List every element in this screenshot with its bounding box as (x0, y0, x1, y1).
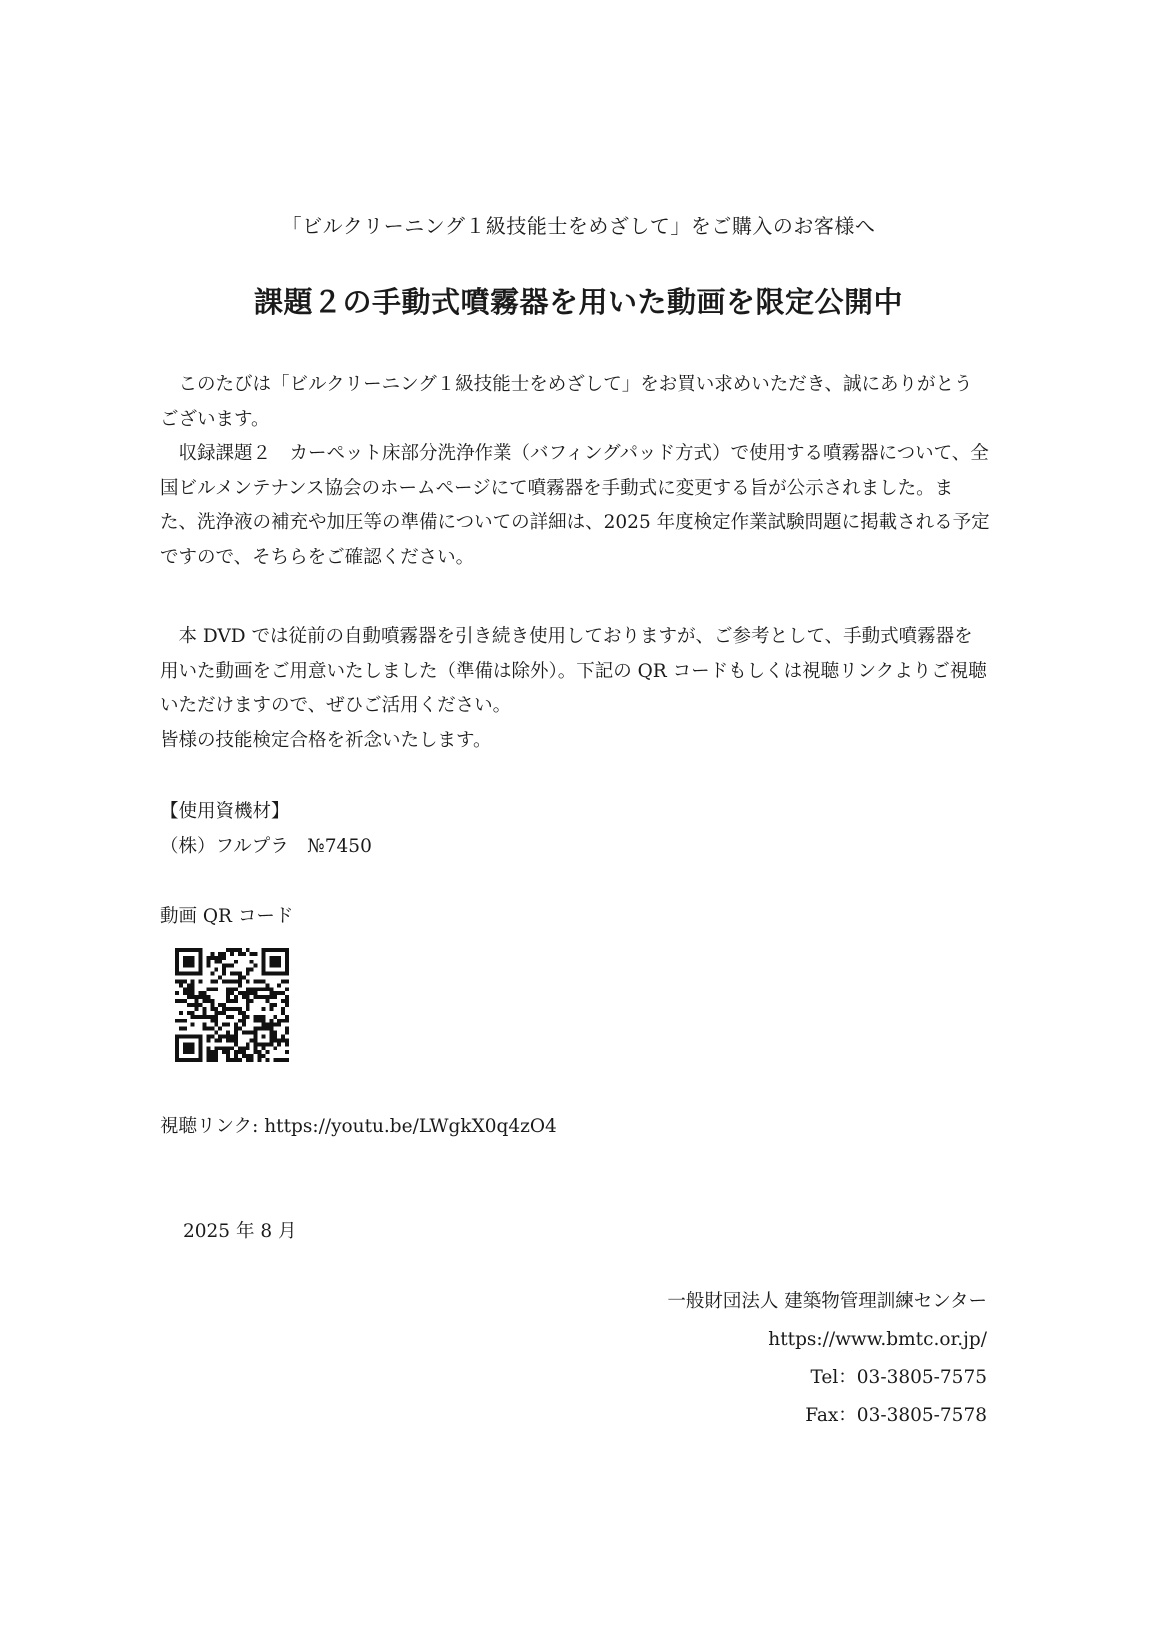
paragraph-line: 収録課題２ カーペット床部分洗浄作業（バフィングパッド方式）で使用する噴霧器について、全国ビルメンテナンス協会のホームページにて噴霧器を手動式に変更する旨が公示されました。また、洗浄液の補充や加圧等の準備についての詳細は、2025 年度検定作業試験問題に掲載される予定ですので、そちらをご確認ください。 (160, 443, 990, 568)
headline: 課題２の手動式噴霧器を用いた動画を限定公開中 (253, 285, 903, 319)
paragraph-line: 皆様の技能検定合格を祈念いたします。 (160, 729, 492, 751)
organization-block (667, 1283, 987, 1435)
paragraph-line: このたびは「ビルクリーニング１級技能士をめざして」をお買い求めいただき、誠にありがとうございます。 (160, 374, 973, 430)
viewing-link[interactable]: 視聴リンク: https://youtu.be/LWgkX0q4zO4 (160, 1116, 557, 1137)
qr-label: 動画 QR コード (160, 906, 294, 927)
qr-code-icon[interactable] (175, 948, 289, 1062)
paragraph-thanks (160, 368, 990, 575)
materials-title: 【使用資機材】 (160, 801, 290, 822)
materials-item: （株）フルプラ №7450 (160, 836, 372, 857)
organization-fax: Fax：03-3805-7578 (805, 1405, 987, 1426)
organization-tel: Tel：03-3805-7575 (810, 1367, 987, 1388)
date: 2025 年 8 月 (183, 1221, 297, 1242)
paragraph-line: 本 DVD では従前の自動噴霧器を引き続き使用しておりますが、ご参考として、手動式噴霧器を用いた動画をご用意いたしました（準備は除外）。下記の QR コードもしくは視聴リンクよりご視聴いただけますので、ぜひご活用ください。 (160, 626, 987, 716)
paragraph-video (160, 620, 990, 758)
organization-url[interactable]: https://www.bmtc.or.jp/ (768, 1329, 987, 1350)
organization-name: 一般財団法人 建築物管理訓練センター (667, 1291, 987, 1312)
intro-line: 「ビルクリーニング１級技能士をめざして」をご購入のお客様へ (281, 214, 876, 238)
